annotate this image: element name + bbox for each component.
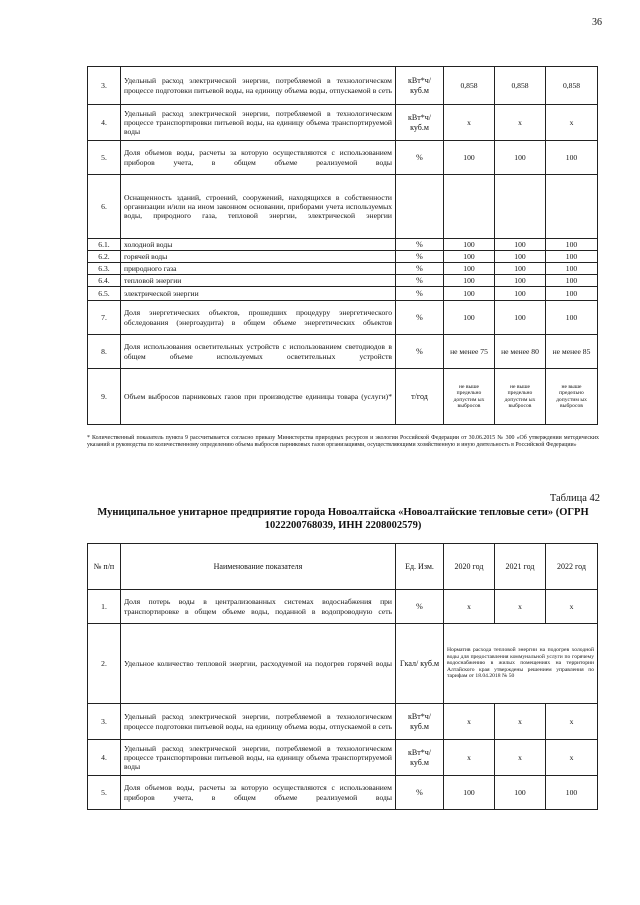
unit-cell: % bbox=[396, 263, 444, 275]
unit-cell: % bbox=[396, 335, 444, 369]
value-year-3: x bbox=[546, 704, 598, 740]
value-year-1: x bbox=[444, 740, 495, 776]
value-year-2: x bbox=[495, 590, 546, 624]
indicator-name: Удельный расход электрической энергии, потребляемой в технологическом процессе подготовки питьевой воды, на единицу объема воды, отпускаемой в сеть bbox=[121, 704, 396, 740]
value-year-1: не менее 75 bbox=[444, 335, 495, 369]
indicators-table-42 bbox=[87, 543, 598, 810]
value-year-3: 100 bbox=[546, 287, 598, 301]
value-year-2: 100 bbox=[495, 239, 546, 251]
unit-cell: т/год bbox=[396, 369, 444, 425]
table-row bbox=[88, 263, 598, 275]
indicator-name: горячей воды bbox=[121, 251, 396, 263]
value-year-3: x bbox=[546, 740, 598, 776]
value-year-1: 100 bbox=[444, 239, 495, 251]
value-year-1: 100 bbox=[444, 301, 495, 335]
unit-cell: % bbox=[396, 275, 444, 287]
header-name: Наименование показателя bbox=[121, 544, 396, 590]
table-row bbox=[88, 239, 598, 251]
table-row bbox=[88, 275, 598, 287]
row-number: 2. bbox=[88, 624, 121, 704]
value-year-2: не менее 80 bbox=[495, 335, 546, 369]
indicator-name: Удельный расход электрической энергии, потребляемой в технологическом процессе транспортировки питьевой воды, на единицу объема транспортируемой воды bbox=[121, 105, 396, 141]
unit-cell: % bbox=[396, 141, 444, 175]
indicator-name: Объем выбросов парниковых газов при производстве единицы товара (услуги)* bbox=[121, 369, 396, 425]
organization-title: Муниципальное унитарное предприятие города Новоалтайска «Новоалтайские тепловые сети» (ОГРН 1022200768039, ИНН 2208002579) bbox=[97, 507, 589, 532]
value-year-3: 0,858 bbox=[546, 67, 598, 105]
unit-cell: % bbox=[396, 239, 444, 251]
page-number: 36 bbox=[592, 17, 602, 28]
value-year-3: 100 bbox=[546, 301, 598, 335]
value-year-3 bbox=[546, 175, 598, 239]
value-year-3: x bbox=[546, 590, 598, 624]
value-year-2: 100 bbox=[495, 141, 546, 175]
value-year-2: x bbox=[495, 105, 546, 141]
row-number: 6.1. bbox=[88, 239, 121, 251]
header-year-2021: 2021 год bbox=[495, 544, 546, 590]
row-number: 5. bbox=[88, 141, 121, 175]
table-row bbox=[88, 141, 598, 175]
value-year-2 bbox=[495, 175, 546, 239]
value-year-3: не менее 85 bbox=[546, 335, 598, 369]
value-year-1 bbox=[444, 175, 495, 239]
value-year-2: 100 bbox=[495, 776, 546, 810]
indicator-name: Удельный расход электрической энергии, потребляемой в технологическом процессе подготовки питьевой воды, на единицу объема воды, отпускаемой в сеть bbox=[121, 67, 396, 105]
indicator-name: Доля использования осветительных устройств с использованием светодиодов в общем объеме используемых осветительных устройств bbox=[121, 335, 396, 369]
value-year-1: 100 bbox=[444, 776, 495, 810]
indicator-name: холодной воды bbox=[121, 239, 396, 251]
unit-cell bbox=[396, 175, 444, 239]
table-row bbox=[88, 67, 598, 105]
indicator-name: Удельное количество тепловой энергии, расходуемой на подогрев горячей воды bbox=[121, 624, 396, 704]
header-year-2020: 2020 год bbox=[444, 544, 495, 590]
footnote: * Количественный показатель пункта 9 рассчитывается согласно приказу Министерства природных ресурсов и экологии Российской Федерации от 30.06.2015 № 300 «Об утверждении методических указаний и руководства по количественному определению объема выбросов парниковых газов организациями, осуществляющими хозяйственную и иную деятельность в Российской Федерации» bbox=[87, 435, 599, 449]
value-year-3: 100 bbox=[546, 275, 598, 287]
unit-cell: кВт*ч/ куб.м bbox=[396, 704, 444, 740]
indicator-name: Оснащенность зданий, строений, сооружений, находящихся в собственности организации и/или на ином законном основании, приборами учета используемых воды, природного газа, тепловой энергии, электрической энергии bbox=[121, 175, 396, 239]
value-year-2: 0,858 bbox=[495, 67, 546, 105]
value-year-3: 100 bbox=[546, 141, 598, 175]
indicator-name: Удельный расход электрической энергии, потребляемой в технологическом процессе транспортировки питьевой воды, на единицу объема транспортируемой воды bbox=[121, 740, 396, 776]
value-year-2: x bbox=[495, 704, 546, 740]
value-year-3: 100 bbox=[546, 239, 598, 251]
row-number: 6. bbox=[88, 175, 121, 239]
table-row bbox=[88, 175, 598, 239]
row-number: 6.2. bbox=[88, 251, 121, 263]
unit-cell: Гкал/ куб.м bbox=[396, 624, 444, 704]
indicator-name: Доля объемов воды, расчеты за которую осуществляются с использованием приборов учета, в общем объеме реализуемой воды bbox=[121, 141, 396, 175]
unit-cell: % bbox=[396, 251, 444, 263]
indicator-name: природного газа bbox=[121, 263, 396, 275]
row-number: 8. bbox=[88, 335, 121, 369]
value-year-2: 100 bbox=[495, 251, 546, 263]
indicator-name: электрической энергии bbox=[121, 287, 396, 301]
indicator-name: тепловой энергии bbox=[121, 275, 396, 287]
table-row bbox=[88, 369, 598, 425]
table-caption: Таблица 42 bbox=[549, 493, 600, 504]
unit-cell: % bbox=[396, 301, 444, 335]
table-row bbox=[88, 287, 598, 301]
value-year-3: не выше предельно допустим ых выбросов bbox=[546, 369, 598, 425]
table-row bbox=[88, 335, 598, 369]
row-number: 4. bbox=[88, 740, 121, 776]
row-number: 9. bbox=[88, 369, 121, 425]
value-year-1: 100 bbox=[444, 287, 495, 301]
value-year-2: 100 bbox=[495, 301, 546, 335]
value-year-1: 100 bbox=[444, 275, 495, 287]
value-year-1: 100 bbox=[444, 251, 495, 263]
value-year-3: 100 bbox=[546, 263, 598, 275]
row-number: 4. bbox=[88, 105, 121, 141]
indicators-table-continued bbox=[87, 66, 598, 425]
value-year-1: x bbox=[444, 590, 495, 624]
value-year-1: x bbox=[444, 704, 495, 740]
value-year-1: 100 bbox=[444, 141, 495, 175]
row-number: 7. bbox=[88, 301, 121, 335]
merged-note: Норматив расхода тепловой энергии на подогрев холодной воды для предоставления коммунальной услуги по горячему водоснабжению в жилых помещениях на территории Алтайского края утверждены решением управления по тарифам от 18.04.2018 № 50 bbox=[444, 624, 598, 704]
value-year-3: 100 bbox=[546, 776, 598, 810]
row-number: 5. bbox=[88, 776, 121, 810]
unit-cell: кВт*ч/ куб.м bbox=[396, 740, 444, 776]
indicator-name: Доля объемов воды, расчеты за которую осуществляются с использованием приборов учета, в общем объеме реализуемой воды bbox=[121, 776, 396, 810]
value-year-3: x bbox=[546, 105, 598, 141]
value-year-2: не выше предельно допустим ых выбросов bbox=[495, 369, 546, 425]
unit-cell: кВт*ч/ куб.м bbox=[396, 105, 444, 141]
row-number: 3. bbox=[88, 67, 121, 105]
table-row bbox=[88, 251, 598, 263]
value-year-3: 100 bbox=[546, 251, 598, 263]
table-row bbox=[88, 590, 598, 624]
value-year-2: 100 bbox=[495, 275, 546, 287]
table-row bbox=[88, 704, 598, 740]
table-row bbox=[88, 624, 598, 704]
row-number: 1. bbox=[88, 590, 121, 624]
header-num: № п/п bbox=[88, 544, 121, 590]
value-year-2: 100 bbox=[495, 287, 546, 301]
value-year-1: 0,858 bbox=[444, 67, 495, 105]
row-number: 6.5. bbox=[88, 287, 121, 301]
indicator-name: Доля энергетических объектов, прошедших процедуру энергетического обследования (энергоаудита) в общем объеме энергетических объектов bbox=[121, 301, 396, 335]
value-year-1: x bbox=[444, 105, 495, 141]
row-number: 3. bbox=[88, 704, 121, 740]
unit-cell: % bbox=[396, 287, 444, 301]
value-year-1: 100 bbox=[444, 263, 495, 275]
table-row bbox=[88, 776, 598, 810]
table-row bbox=[88, 740, 598, 776]
value-year-2: 100 bbox=[495, 263, 546, 275]
unit-cell: % bbox=[396, 590, 444, 624]
indicator-name: Доля потерь воды в централизованных системах водоснабжения при транспортировке в общем объеме воды, поданной в водопроводную сеть bbox=[121, 590, 396, 624]
header-unit: Ед. Изм. bbox=[396, 544, 444, 590]
table-row bbox=[88, 105, 598, 141]
table-header-row bbox=[88, 544, 598, 590]
unit-cell: % bbox=[396, 776, 444, 810]
row-number: 6.4. bbox=[88, 275, 121, 287]
value-year-1: не выше предельно допустим ых выбросов bbox=[444, 369, 495, 425]
unit-cell: кВт*ч/ куб.м bbox=[396, 67, 444, 105]
row-number: 6.3. bbox=[88, 263, 121, 275]
header-year-2022: 2022 год bbox=[546, 544, 598, 590]
value-year-2: x bbox=[495, 740, 546, 776]
table-row bbox=[88, 301, 598, 335]
